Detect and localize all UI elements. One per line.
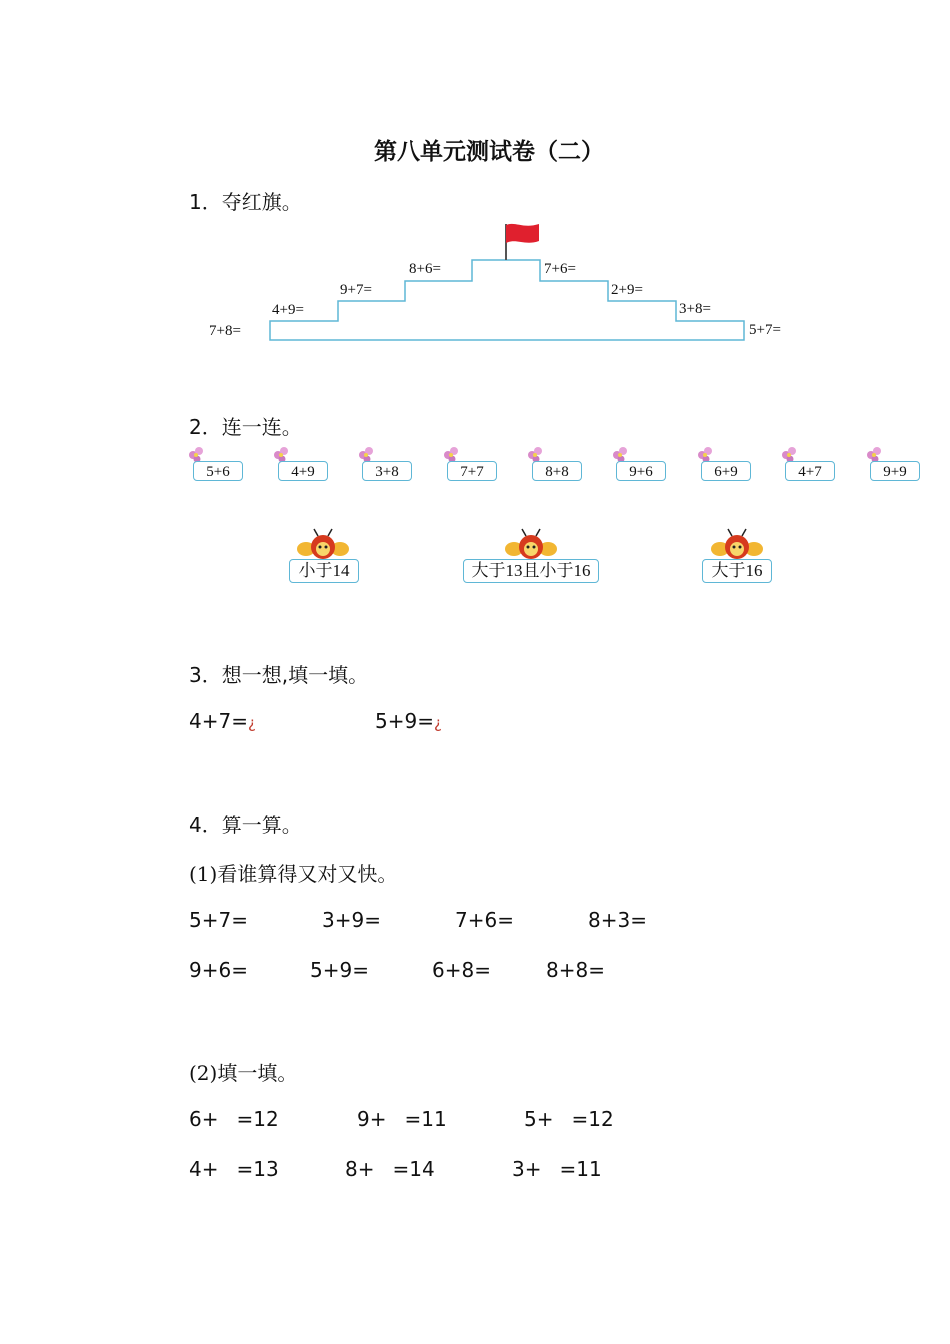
fill-equation [189,1157,279,1181]
stair-diagram [0,215,950,350]
equation: 9+6= [189,958,248,982]
fill-equation [357,1107,447,1131]
match-target[interactable]: 大于16 [702,559,772,583]
step-label: 5+7= [749,322,781,338]
step-label: 2+9= [611,282,643,298]
step-label: 7+6= [544,261,576,277]
equation-right: =13 [236,1157,279,1181]
equation-left: 4+ [189,1157,219,1181]
q2-heading: 2．连一连。 [189,415,302,439]
q4-heading: 4．算一算。 [189,813,302,837]
bee-icon [711,529,763,559]
question-mark-icon: ¿ [247,714,256,732]
fill-equation [345,1157,435,1181]
q3-equation-1 [189,709,256,733]
equation-text: 5+9= [375,709,434,733]
equation-right: =11 [559,1157,602,1181]
question-mark-icon: ¿ [433,714,442,732]
equation-right: =11 [404,1107,447,1131]
equation-text: 4+7= [189,709,248,733]
match-item[interactable]: 8+8 [532,461,582,481]
fill-equation [524,1107,614,1131]
match-item[interactable]: 5+6 [193,461,243,481]
equation: 8+8= [546,958,605,982]
equation: 5+7= [189,908,248,932]
match-item[interactable]: 6+9 [701,461,751,481]
equation: 3+9= [322,908,381,932]
step-label: 7+8= [209,323,241,339]
match-item[interactable]: 9+6 [616,461,666,481]
q1-heading: 1．夺红旗。 [189,190,302,214]
flag-icon [506,224,539,243]
equation-right: =12 [236,1107,279,1131]
page-title: 第八单元测试卷（二） [374,138,604,165]
equation-left: 9+ [357,1107,387,1131]
bee-icon [505,529,557,559]
q4-subheading-1: (1)看谁算得又对又快。 [189,862,398,886]
q4-subheading-2: (2)填一填。 [189,1061,298,1085]
step-label: 3+8= [679,301,711,317]
match-item[interactable]: 7+7 [447,461,497,481]
step-label: 8+6= [409,261,441,277]
fill-equation [512,1157,602,1181]
equation: 6+8= [432,958,491,982]
step-label: 4+9= [272,302,304,318]
equation: 5+9= [310,958,369,982]
stair-outline [270,260,744,340]
match-item[interactable]: 4+7 [785,461,835,481]
equation-left: 8+ [345,1157,375,1181]
bee-icon [297,529,349,559]
step-label: 9+7= [340,282,372,298]
equation-left: 5+ [524,1107,554,1131]
equation-left: 6+ [189,1107,219,1131]
fill-equation [189,1107,279,1131]
equation: 8+3= [588,908,647,932]
match-item[interactable]: 9+9 [870,461,920,481]
q3-equation-2 [375,709,442,733]
q3-heading: 3．想一想,填一填。 [189,663,369,687]
match-target[interactable]: 大于13且小于16 [463,559,599,583]
match-target[interactable]: 小于14 [289,559,359,583]
equation: 7+6= [455,908,514,932]
equation-left: 3+ [512,1157,542,1181]
match-item[interactable]: 3+8 [362,461,412,481]
match-item[interactable]: 4+9 [278,461,328,481]
equation-right: =12 [571,1107,614,1131]
equation-right: =14 [392,1157,435,1181]
